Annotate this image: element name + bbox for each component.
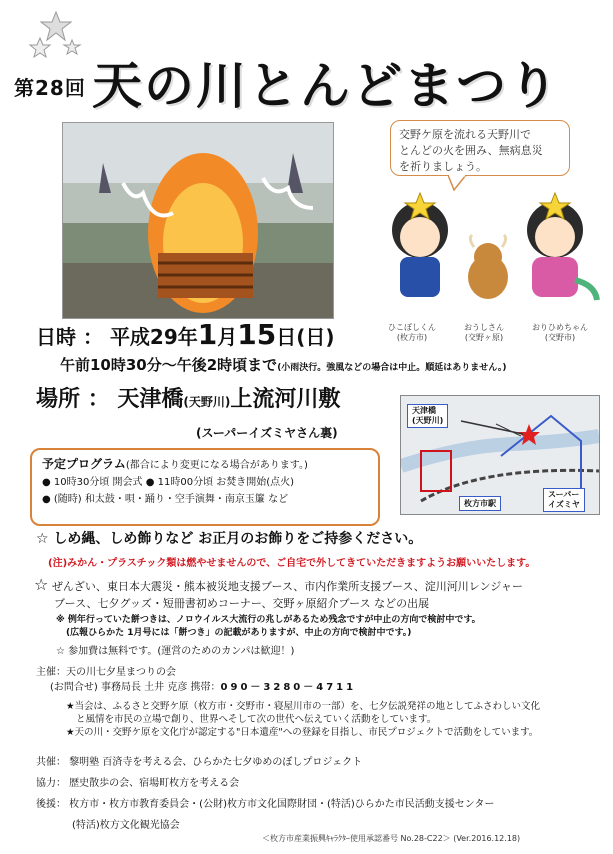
map-label-station: 枚方市駅 (459, 496, 501, 511)
desc-line: ★天の川・交野ケ原を文化庁が認定する"日本遺産"への登録を目指し、市民プロジェクトで活動をしています。 (66, 727, 539, 738)
organizer-phone: 090－3280－4711 (220, 682, 357, 693)
organizer (36, 665, 356, 695)
place-label: 場所 (36, 387, 81, 412)
place-separator: ： (87, 387, 110, 412)
organizer-name: 主催：天の川七夕星まつりの会 (36, 667, 176, 678)
character-city: (交野市) (544, 333, 576, 342)
mochitsuki-notice (56, 614, 481, 640)
map-label-bridge: 天津橋 (天野川) (407, 404, 448, 428)
location-map (400, 395, 600, 515)
event-time (60, 354, 506, 375)
desc-line: ★当会は、ふるさと交野ケ原（枚方市・交野市・寝屋川市の一部）を、七夕伝説発祥の地としてふさわしい文化 (66, 701, 541, 712)
program-item: ● (随時) 和太鼓・唄・踊り・空手演舞・南京玉簾 など (42, 494, 289, 505)
character-city: (枚方市) (396, 333, 428, 342)
speech-bubble (390, 120, 570, 176)
date-month-unit: 月 (217, 325, 238, 349)
approval-credit: ＜枚方市産業振興ｷｬﾗｸﾀｰ使用承認番号 No.28-C22＞ (Ver.2016.12.18) (262, 834, 521, 843)
supporters: (特活)枚方文化観光協会 (72, 820, 180, 831)
date-separator: ： (82, 325, 103, 349)
character-name: おりひめちゃん (532, 323, 588, 332)
date-day-unit: 日 (276, 325, 297, 349)
fee-note: ☆ 参加費は無料です。(運営のためのカンパは歓迎！) (56, 646, 295, 657)
time-range: 午前10時30分～午後2時頃まで (60, 356, 278, 374)
program-item: ● 10時30分頃 開会式 ● 11時00分頃 お焚き開始(点火) (42, 477, 295, 488)
place-sub: (スーパーイズミヤさん裏) (196, 426, 338, 440)
booth-line: ぜんざい、東日本大震災・熊本被災地支援ブース、市内作業所支援ブース、淀川河川レンジャー (51, 580, 523, 593)
booth-line: ブース、七夕グッズ・短冊書初めコーナー、交野ヶ原紹介ブース などの出展 (54, 597, 430, 610)
program-title: 予定プログラム (42, 457, 126, 471)
organizer-contact: (お問合せ) 事務局長 土井 克彦 携帯： (50, 682, 221, 693)
place-river: (天野川) (183, 395, 231, 409)
notice-line: ※ 例年行っていた餅つきは、ノロウイルス大流行の兆しがあるため残念ですが中止の方向で検討中です。 (56, 615, 481, 625)
supporters: 後援： 枚方市・枚方市教育委員会・(公財)枚方市文化国際財団・(特活)ひらかた市民活動支援センター (36, 799, 495, 810)
character-label (464, 323, 504, 343)
map-label-super: スーパー イズミヤ (543, 488, 585, 512)
footer-credits (36, 752, 494, 836)
date-era: 平成29年 (109, 325, 198, 349)
stars-decoration-icon (28, 10, 88, 70)
desc-line: と風情を市民の立場で創り、世界へそして次の世代へ伝えていく活動をしています。 (76, 714, 437, 725)
bring-decorations: ☆ しめ縄、しめ飾りなど お正月のお飾りをご持参ください。 (36, 531, 423, 547)
place-bridge: 天津橋 (117, 387, 184, 412)
event-date (36, 318, 335, 351)
cooperation: 協力： 歴史散歩の会、宿場町枚方を考える会 (36, 778, 240, 789)
date-label: 日時 (36, 325, 76, 349)
time-note: (小雨決行。強風などの場合は中止。順延はありません。) (277, 363, 507, 373)
place-area: 上流河川敷 (230, 387, 341, 412)
mascot-characters (380, 185, 600, 342)
character-label (388, 323, 436, 343)
date-day: 15 (237, 318, 277, 351)
booth-list (34, 574, 594, 614)
cosponsor: 共催： 黎明塾 百済寺を考える会、ひらかた七夕ゆめのぼしプロジェクト (36, 757, 363, 768)
notice-line: (広報ひらかた 1月号には「餅つき」の記載がありますが、中止の方向で検討中です。) (66, 628, 412, 638)
bonfire-photo (62, 122, 334, 319)
star-icon: ☆ (34, 575, 49, 594)
program-box (30, 448, 380, 526)
program-note: (都合により変更になる場合があります。) (125, 460, 308, 471)
bubble-line: 交野ケ原を流れる天野川で (399, 128, 531, 141)
character-labels (388, 323, 588, 343)
character-name: おうしさん (464, 323, 504, 332)
event-place (36, 382, 340, 413)
date-month: 1 (197, 318, 218, 351)
character-city: (交野ヶ原) (464, 333, 504, 342)
character-label (532, 323, 588, 343)
organization-description (66, 700, 606, 739)
bubble-line: とんどの火を囲み、無病息災 (399, 144, 543, 157)
date-weekday: (日) (296, 325, 335, 349)
mascots-illustration-icon (380, 185, 600, 310)
warning-note: (注)みかん・プラスチック類は燃やせませんので、ご自宅で外してきていただきますようお願いいたします。 (48, 558, 536, 569)
title-prefix: 第28回 (14, 76, 86, 100)
page-title: 天の川とんどまつり (92, 57, 560, 115)
character-name: ひこぼしくん (388, 323, 436, 332)
bubble-line: を祈りましょう。 (399, 160, 487, 173)
